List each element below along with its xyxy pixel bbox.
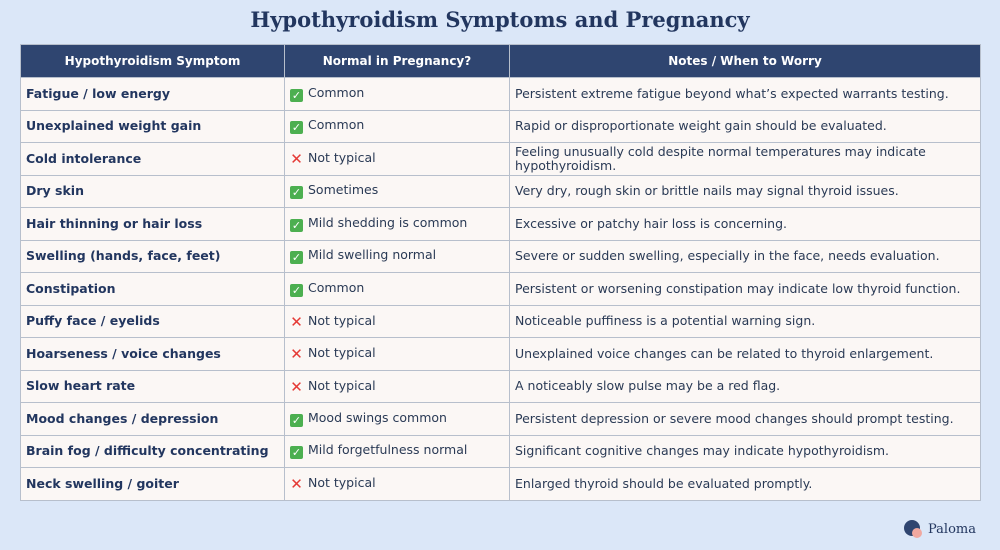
symptom-cell: Puffy face / eyelids — [21, 305, 285, 338]
table-row — [21, 370, 981, 403]
page-title: Hypothyroidism Symptoms and Pregnancy — [250, 7, 750, 32]
normal-in-pregnancy-cell — [285, 208, 510, 241]
cross-icon: ✕ — [290, 345, 303, 364]
notes-cell: Persistent extreme fatigue beyond what’s expected warrants testing. — [510, 78, 981, 111]
symptom-cell: Hoarseness / voice changes — [21, 338, 285, 371]
normal-in-pregnancy-cell — [285, 468, 510, 501]
symptom-cell: Mood changes / depression — [21, 403, 285, 436]
normal-in-pregnancy-cell — [285, 240, 510, 273]
table-row — [21, 208, 981, 241]
check-icon: ✓ — [291, 251, 302, 265]
notes-cell: Enlarged thyroid should be evaluated promptly. — [510, 468, 981, 501]
brand-name: Paloma — [928, 521, 976, 537]
normal-in-pregnancy-cell — [285, 435, 510, 468]
notes-cell: Unexplained voice changes can be related to thyroid enlargement. — [510, 338, 981, 371]
table-row — [21, 305, 981, 338]
check-icon: ✓ — [291, 218, 302, 232]
normal-in-pregnancy-cell — [285, 305, 510, 338]
normal-in-pregnancy-cell — [285, 175, 510, 208]
normal-in-pregnancy-text: Mood swings common — [308, 409, 447, 425]
normal-in-pregnancy-text: Common — [308, 279, 365, 295]
normal-in-pregnancy-cell — [285, 403, 510, 436]
symptom-cell: Constipation — [21, 273, 285, 306]
normal-in-pregnancy-text: Not typical — [308, 312, 376, 328]
header-notes: Notes / When to Worry — [510, 45, 981, 78]
table-row — [21, 143, 981, 176]
check-icon: ✓ — [291, 446, 302, 460]
symptom-cell: Cold intolerance — [21, 143, 285, 176]
table-row — [21, 468, 981, 501]
normal-in-pregnancy-text: Mild swelling normal — [308, 247, 437, 263]
symptom-cell: Unexplained weight gain — [21, 110, 285, 143]
cross-icon: ✕ — [290, 377, 303, 396]
table-row — [21, 78, 981, 111]
notes-cell: Noticeable puffiness is a potential warning sign. — [510, 305, 981, 338]
table-header-row — [21, 45, 981, 78]
symptom-cell: Brain fog / difficulty concentrating — [21, 435, 285, 468]
symptom-cell: Fatigue / low energy — [21, 78, 285, 111]
check-icon: ✓ — [291, 283, 302, 297]
notes-cell: Rapid or disproportionate weight gain should be evaluated. — [510, 110, 981, 143]
cross-icon: ✕ — [290, 475, 303, 494]
notes-cell: Significant cognitive changes may indicate hypothyroidism. — [510, 435, 981, 468]
normal-in-pregnancy-text: Common — [308, 84, 365, 100]
check-icon: ✓ — [291, 88, 302, 102]
normal-in-pregnancy-cell — [285, 370, 510, 403]
normal-in-pregnancy-cell — [285, 273, 510, 306]
brand-footer — [904, 520, 976, 538]
symptom-cell: Dry skin — [21, 175, 285, 208]
normal-in-pregnancy-cell — [285, 338, 510, 371]
table-row — [21, 338, 981, 371]
table-row — [21, 273, 981, 306]
notes-cell: A noticeably slow pulse may be a red flag. — [510, 370, 981, 403]
symptom-cell: Hair thinning or hair loss — [21, 208, 285, 241]
notes-cell: Excessive or patchy hair loss is concerning. — [510, 208, 981, 241]
notes-cell: Persistent depression or severe mood changes should prompt testing. — [510, 403, 981, 436]
normal-in-pregnancy-cell — [285, 143, 510, 176]
table-row — [21, 435, 981, 468]
normal-in-pregnancy-cell — [285, 78, 510, 111]
normal-in-pregnancy-text: Sometimes — [308, 182, 379, 198]
notes-cell: Very dry, rough skin or brittle nails may signal thyroid issues. — [510, 175, 981, 208]
symptom-cell: Slow heart rate — [21, 370, 285, 403]
normal-in-pregnancy-text: Not typical — [308, 150, 376, 166]
cross-icon: ✕ — [290, 312, 303, 331]
notes-cell: Feeling unusually cold despite normal temperatures may indicate hypothyroidism. — [510, 143, 981, 176]
symptoms-table — [20, 44, 981, 501]
normal-in-pregnancy-text: Not typical — [308, 377, 376, 393]
table-row — [21, 175, 981, 208]
normal-in-pregnancy-text: Common — [308, 117, 365, 133]
header-symptom: Hypothyroidism Symptom — [21, 45, 285, 78]
normal-in-pregnancy-text: Mild forgetfulness normal — [308, 442, 468, 458]
normal-in-pregnancy-text: Not typical — [308, 475, 376, 491]
check-icon: ✓ — [291, 186, 302, 200]
cross-icon: ✕ — [290, 150, 303, 169]
normal-in-pregnancy-cell — [285, 110, 510, 143]
check-icon: ✓ — [291, 121, 302, 135]
table-row — [21, 240, 981, 273]
table-row — [21, 110, 981, 143]
table-row — [21, 403, 981, 436]
notes-cell: Severe or sudden swelling, especially in the face, needs evaluation. — [510, 240, 981, 273]
check-icon: ✓ — [291, 413, 302, 427]
symptom-cell: Swelling (hands, face, feet) — [21, 240, 285, 273]
paloma-logo-icon — [904, 520, 922, 538]
normal-in-pregnancy-text: Mild shedding is common — [308, 214, 468, 230]
symptom-cell: Neck swelling / goiter — [21, 468, 285, 501]
header-normal-in-pregnancy: Normal in Pregnancy? — [285, 45, 510, 78]
normal-in-pregnancy-text: Not typical — [308, 345, 376, 361]
notes-cell: Persistent or worsening constipation may indicate low thyroid function. — [510, 273, 981, 306]
